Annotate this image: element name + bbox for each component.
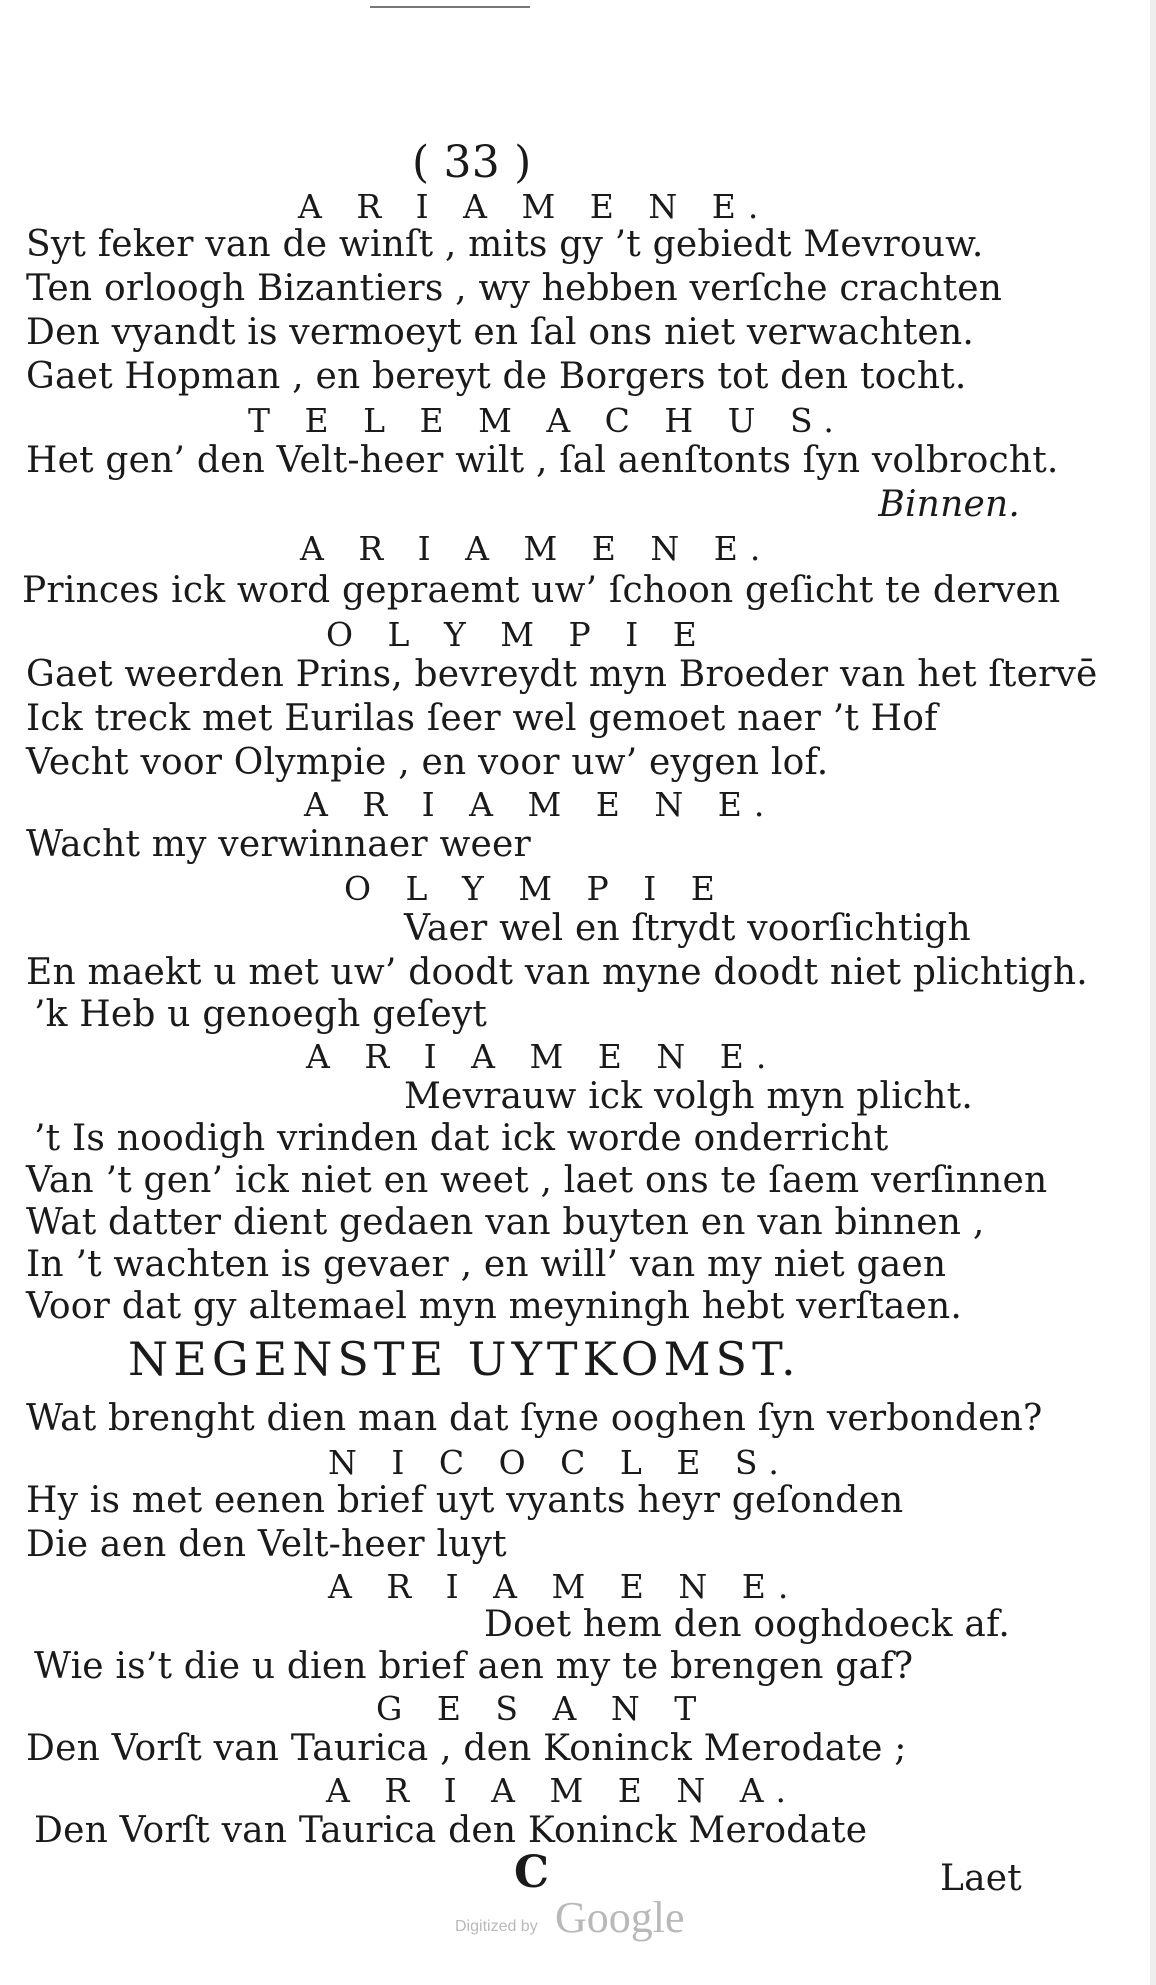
verse-line: Voor dat gy altemael myn meyningh hebt verſtaen. [26, 1286, 963, 1327]
verse-line: Van ’t gen’ ick niet en weet , laet ons te ſaem verſinnen [26, 1160, 1048, 1201]
speaker-telemachus: T E L E M A C H U S. [248, 401, 846, 440]
verse-line: Wie is’t die u dien brief aen my te brengen gaf? [34, 1646, 914, 1687]
verse-line: Princes ick word gepraemt uw’ ſchoon geſicht te derven [22, 570, 1061, 611]
verse-line: Hy is met eenen brief uyt vyants heyr geſonden [26, 1480, 904, 1521]
page-top-mark [370, 0, 530, 8]
verse-line: Wacht my verwinnaer weer [26, 824, 531, 865]
verse-line: En maekt u met uw’ doodt van myne doodt niet plichtigh. [26, 952, 1088, 993]
verse-line: Den vyandt is vermoeyt en ſal ons niet verwachten. [26, 312, 974, 353]
verse-line: Wat datter dient gedaen van buyten en van binnen , [26, 1202, 985, 1243]
watermark-prefix: Digitized by [455, 1918, 538, 1935]
verse-line: Ten orloogh Bizantiers , wy hebben verſche crachten [26, 268, 1003, 309]
speaker-olympie: O L Y M P I E [344, 869, 727, 908]
speaker-olympie: O L Y M P I E [326, 615, 709, 654]
speaker-ariamene: A R I A M E N E. [300, 529, 773, 568]
speaker-ariamena: A R I A M E N A. [326, 1771, 799, 1810]
verse-line: Gaet weerden Prins, bevreydt myn Broeder van het ſtervē [26, 654, 1098, 695]
verse-line: Den Vorſt van Taurica den Koninck Merodate [34, 1810, 868, 1851]
page-edge [1150, 0, 1156, 1985]
verse-line: Vecht voor Olympie , en voor uw’ eygen lof. [26, 742, 829, 783]
speaker-ariamene: A R I A M E N E. [298, 187, 771, 226]
verse-line: Syt feker van de winſt , mits gy ’t gebiedt Mevrouw. [26, 224, 984, 265]
google-logo: Google [555, 1893, 685, 1942]
verse-line: Vaer wel en ſtrydt voorſichtigh [404, 908, 971, 949]
speaker-gesant: G E S A N T [376, 1689, 709, 1728]
verse-line: Doet hem den ooghdoeck af. [484, 1604, 1010, 1645]
verse-line: Wat brenght dien man dat ſyne ooghen ſyn verbonden? [26, 1398, 1043, 1439]
catchword: Laet [940, 1858, 1022, 1899]
speaker-nicocles: N I C O C L E S. [328, 1443, 791, 1482]
signature-mark: C [514, 1847, 550, 1898]
digitized-watermark [455, 1892, 695, 1952]
verse-line: Het gen’ den Velt-heer wilt , ſal aenſtonts ſyn volbrocht. [26, 440, 1059, 481]
speaker-ariamene: A R I A M E N E. [304, 785, 777, 824]
verse-line: Mevrauw ick volgh myn plicht. [404, 1076, 973, 1117]
stage-direction: Binnen. [878, 484, 1020, 525]
folio-number: ( 33 ) [412, 137, 532, 188]
speaker-ariamene: A R I A M E N E. [306, 1037, 779, 1076]
verse-line: In ’t wachten is gevaer , en will’ van my niet gaen [26, 1244, 947, 1285]
speaker-ariamene: A R I A M E N E. [328, 1567, 801, 1606]
scene-heading: NEGENSTE UYTKOMST. [128, 1332, 801, 1386]
verse-line: ’t Is noodigh vrinden dat ick worde onderricht [34, 1118, 889, 1159]
verse-line: Die aen den Velt-heer luyt [26, 1524, 507, 1565]
verse-line: Gaet Hopman , en bereyt de Borgers tot den tocht. [26, 356, 967, 397]
verse-line: Ick treck met Eurilas ſeer wel gemoet naer ’t Hof [26, 698, 938, 739]
verse-line: Den Vorſt van Taurica , den Koninck Merodate ; [26, 1728, 907, 1769]
verse-line: ’k Heb u genoegh geſeyt [34, 994, 488, 1035]
